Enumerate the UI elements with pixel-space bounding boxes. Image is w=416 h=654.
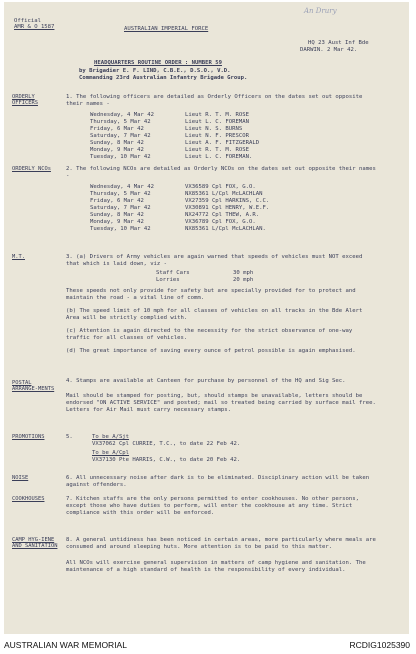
section-7-text: 7. Kitchen staffs are the only persons permitted to enter cookhouses. No other persons, except those who have duties to perform, will enter the cookhouse at any time. Strict compliance with this order will be enforced.: [66, 496, 359, 516]
amr-reference: AMR & O 1587: [14, 24, 55, 30]
official-label: Official: [14, 18, 41, 24]
section-4-continued: Mail should be stamped for posting, but, should stamps be unavailable, letters should be endorsed "ON ACTIVE SERVICE" and posted; mail so treated being carried by surface mail free. Letters for Air Mail must carry necessary stamps.: [66, 393, 376, 413]
margin-postal: POSTAL ARRANGE-MENTS: [12, 380, 55, 392]
roster-row: Thursday, 5 Mar 42 Lieut L. C. FOREMAN: [90, 119, 249, 125]
archive-id: RCDIG1025390: [349, 640, 410, 650]
order-command: Commanding 23rd Australian Infantry Brigade Group.: [79, 75, 248, 81]
margin-camp-hygiene: CAMP HYG-IENE AND SANITATION: [12, 537, 58, 549]
section-3b-text: (b) The speed limit of 10 mph for all classes of vehicles on all tracks in the Bde Alert Area will be strictly complied with.: [66, 308, 363, 321]
roster-row: Monday, 9 Mar 42 Lieut R. T. M. ROSE: [90, 147, 249, 153]
roster-row: Tuesday, 10 Mar 42 NX85361 L/Cpl McLACHLAN.: [90, 226, 266, 232]
speed-row: Staff Cars 30 mph: [156, 270, 254, 276]
roster-row: Saturday, 7 Mar 42 Lieut N. F. PRESCOR: [90, 133, 249, 139]
section-3c-text: (c) Attention is again directed to the necessity for the strict observance of one-way traffic for all classes of vehicles.: [66, 328, 353, 341]
roster-row: Friday, 6 Mar 42 VX27359 Cpl HARKINS, C.C.: [90, 198, 270, 204]
promotion-b-line: VX37130 Pte HARRIS, C.W., to date 20 Feb 42.: [92, 457, 241, 463]
section-1-text: 1. The following officers are detailed as Orderly Officers on the dates set out opposite their names -: [66, 94, 363, 107]
orderly-officers-roster: [90, 112, 259, 161]
section-5-number: 5.: [66, 434, 73, 440]
roster-row: Thursday, 5 Mar 42 NX85361 L/Cpl McLACHLAN: [90, 191, 263, 197]
section-8-text: 8. A general untidiness has been noticed in certain areas, more particularly where meals are consumed and around sleeping huts. More attention is to be paid to this matter.: [66, 537, 376, 550]
promotion-a-heading: To be A/Sjt: [92, 434, 130, 440]
speed-row: Lorries 20 mph: [156, 277, 254, 283]
archive-name: AUSTRALIAN WAR MEMORIAL: [4, 640, 127, 650]
place-date: DARWIN. 2 Mar 42.: [300, 47, 358, 53]
margin-noise: NOISE: [12, 475, 29, 481]
roster-row: Sunday, 8 Mar 42 NX24772 Cpl THEW, A.R.: [90, 212, 260, 218]
roster-row: Tuesday, 10 Mar 42 Lieut L. C. FOREMAN.: [90, 154, 253, 160]
roster-row: Sunday, 8 Mar 42 Lieut A. F. FITZGERALD: [90, 140, 260, 146]
orderly-ncos-roster: [90, 184, 269, 233]
roster-row: Wednesday, 4 Mar 42 Lieut R. T. M. ROSE: [90, 112, 249, 118]
margin-mt: M.T.: [12, 254, 25, 260]
roster-row: Wednesday, 4 Mar 42 VX36589 Cpl FOX, G.O.: [90, 184, 256, 190]
official-stamp: [14, 18, 54, 30]
margin-cookhouses: COOKHOUSES: [12, 496, 45, 502]
section-4-text: 4. Stamps are available at Canteen for purchase by personnel of the HQ and Sig Sec.: [66, 378, 346, 384]
section-2-text: 2. The following NCOs are detailed as Orderly NCOs on the dates set out opposite their names -: [66, 166, 376, 179]
document-page: [4, 2, 409, 634]
force-heading: AUSTRALIAN IMPERIAL FORCE: [124, 26, 209, 32]
section-3a-text: 3. (a) Drivers of Army vehicles are again warned that speeds of vehicles must NOT exceed that which is laid down, viz -: [66, 254, 363, 267]
roster-row: Saturday, 7 Mar 42 VX30891 Cpl HENRY, W.E.F.: [90, 205, 270, 211]
section-6-text: 6. All unnecessary noise after dark is to be eliminated. Disciplinary action will be taken against offenders.: [66, 475, 370, 488]
promotion-b-heading: To be A/Cpl: [92, 450, 130, 456]
section-3d-text: (d) The great importance of saving every ounce of petrol possible is again emphasised.: [66, 348, 356, 354]
roster-row: Monday, 9 Mar 42 VX36789 Cpl FOX, G.O.: [90, 219, 256, 225]
order-commander: by Brigadier E. F. LIND, C.B.E., D.S.O., V.D.: [79, 68, 231, 74]
margin-promotions: PROMOTIONS: [12, 434, 45, 440]
section-3a-continued: These speeds not only provide for safety but are specially provided for to protect and maintain the road - a vital line of comm.: [66, 288, 356, 301]
speed-limits: [156, 270, 253, 284]
margin-orderly-ncos: ORDERLY NCOs: [12, 166, 51, 172]
handwritten-signature: An Drury: [304, 7, 337, 15]
section-8-continued: All NCOs will exercise general supervision in matters of camp hygiene and sanitation. The maintenance of a high standard of health is the responsibility of every individual.: [66, 560, 366, 573]
roster-row: Friday, 6 Mar 42 Lieut N. S. BURNS: [90, 126, 243, 132]
hq-line: HQ 23 Aust Inf Bde: [308, 40, 369, 46]
archive-footer: [0, 636, 416, 654]
order-title: HEADQUARTERS ROUTINE ORDER : NUMBER 59: [94, 60, 222, 66]
promotion-a-line: VX37062 Cpl CURRIE, T.C., to date 22 Feb 42.: [92, 441, 241, 447]
margin-orderly-officers: ORDERLY OFFICERS: [12, 94, 38, 106]
